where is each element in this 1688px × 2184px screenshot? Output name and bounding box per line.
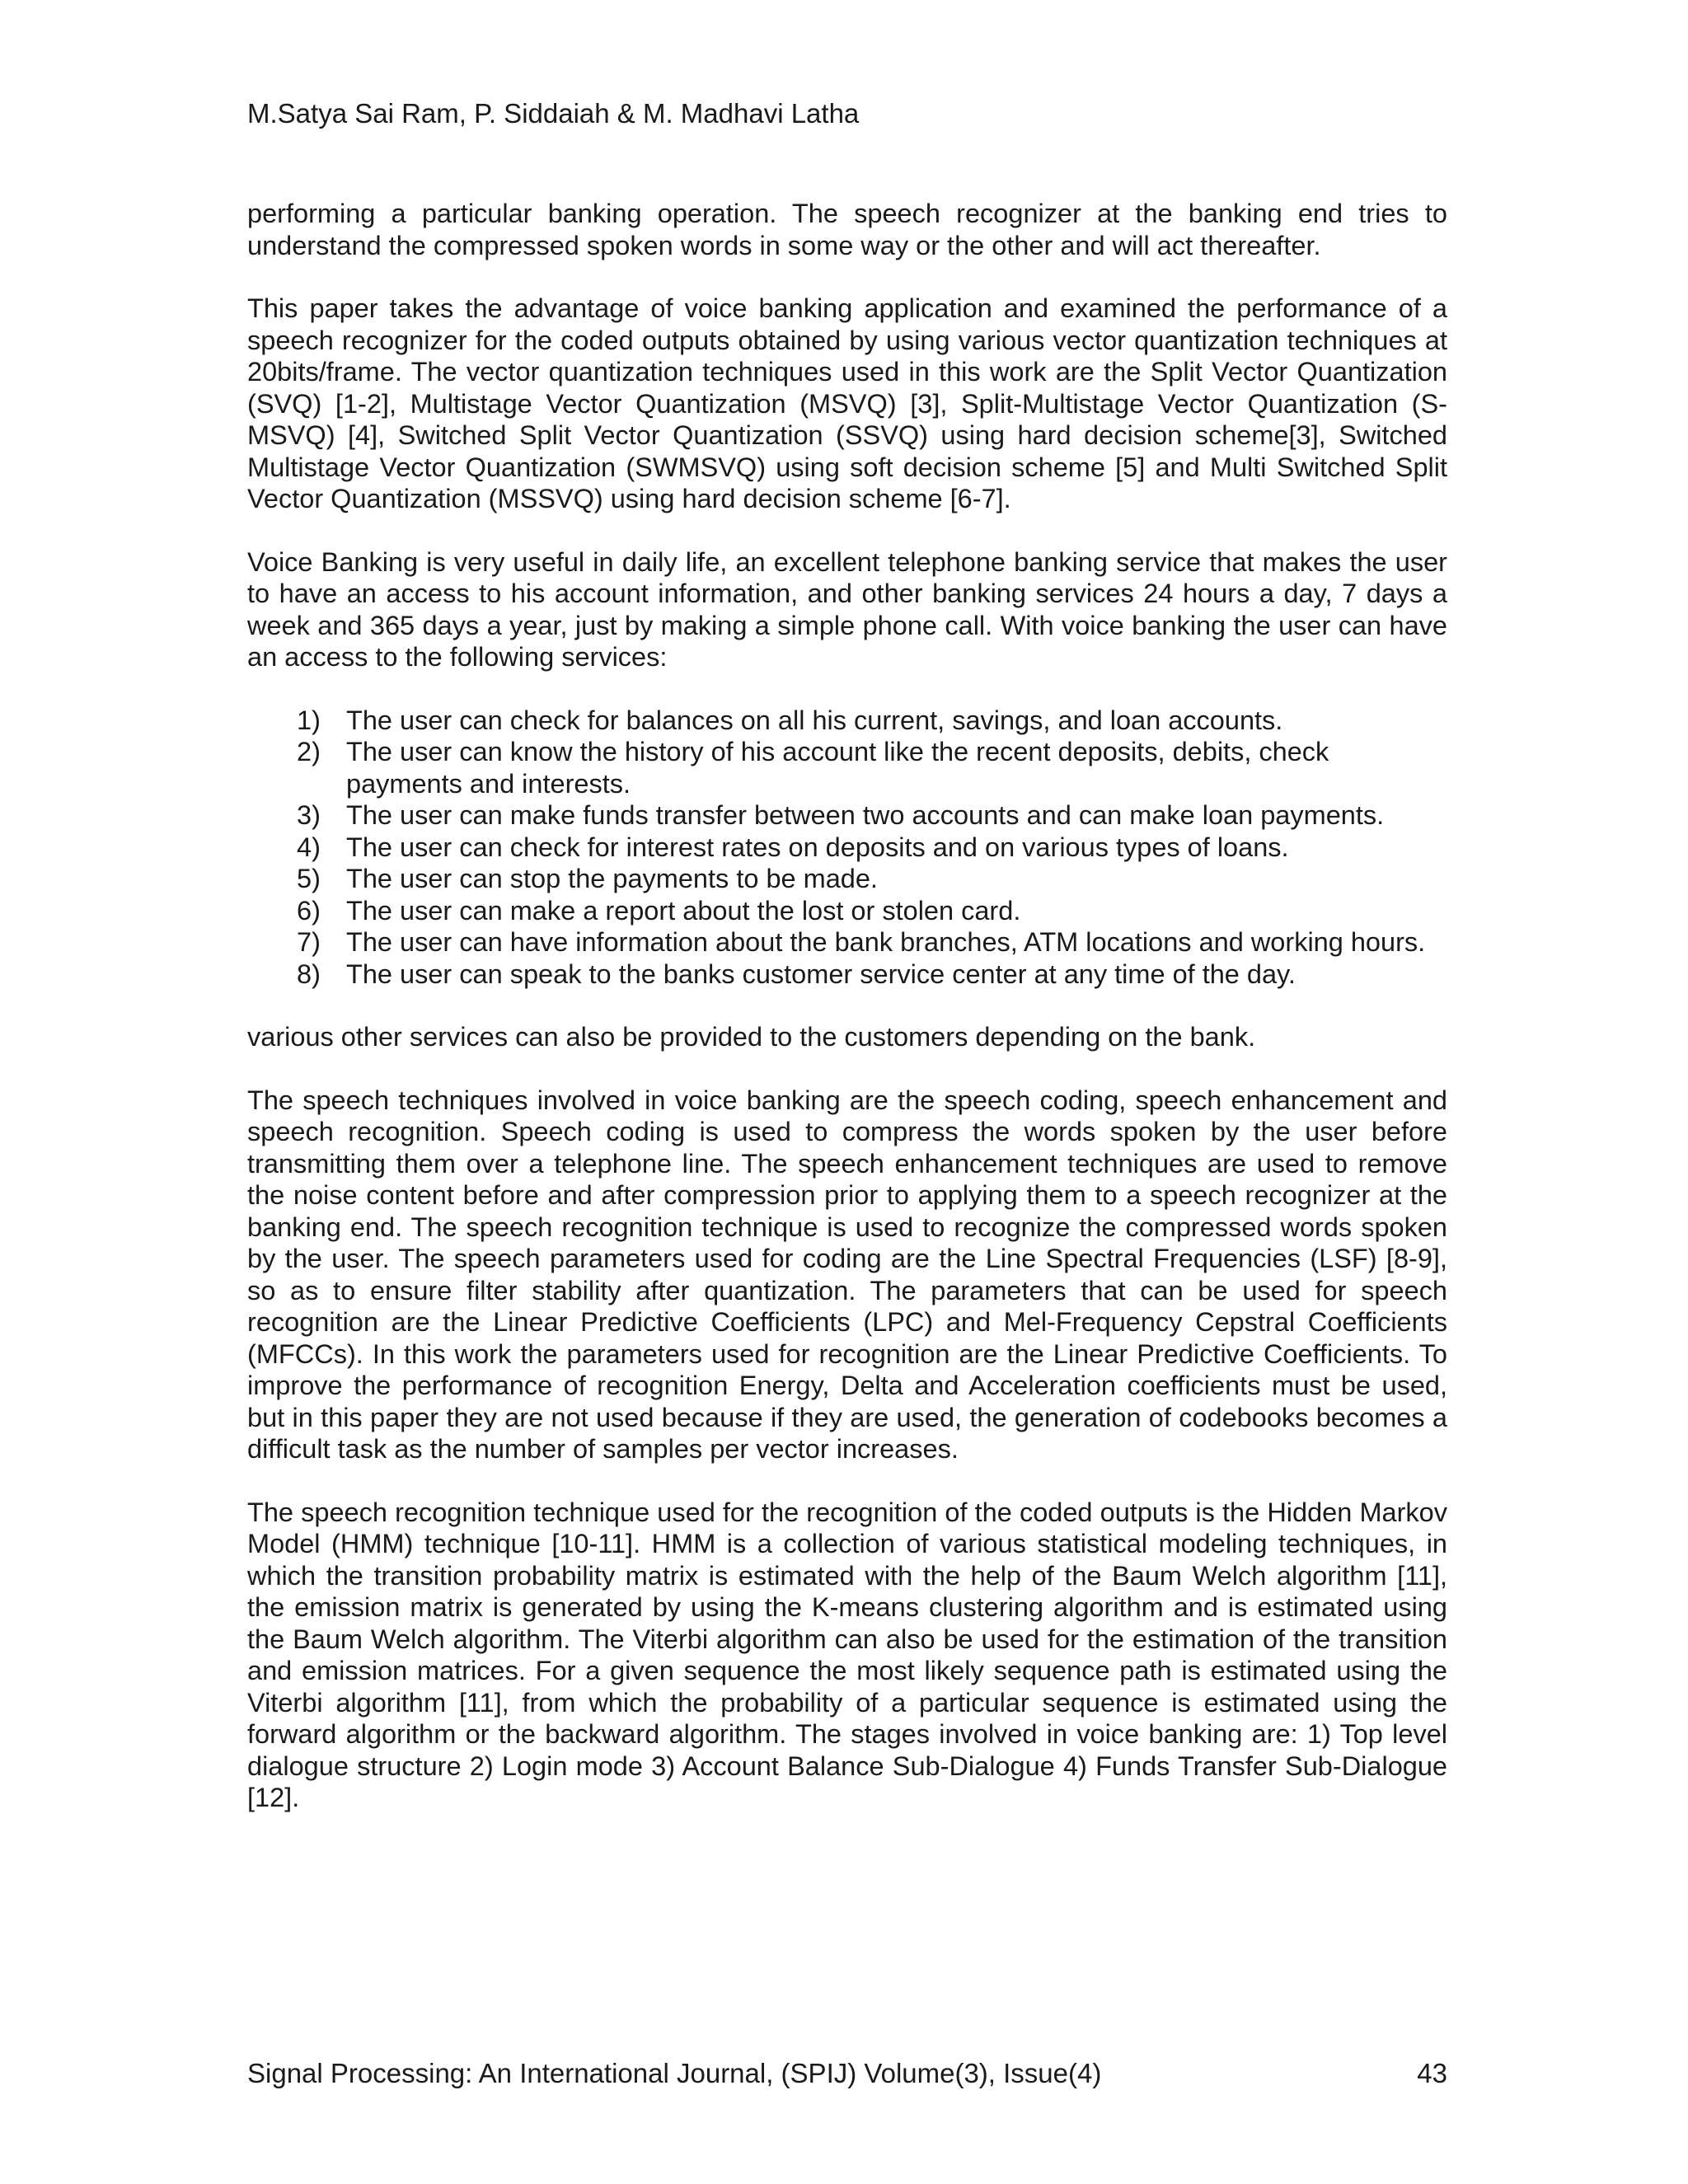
- list-item-text: The user can speak to the banks customer service center at any time of the day.: [346, 958, 1296, 989]
- list-item-number: 4): [297, 832, 321, 862]
- list-item: [247, 926, 1447, 958]
- list-item-text: The user can make funds transfer between two accounts and can make loan payments.: [346, 800, 1385, 830]
- paragraph-speech-techniques: The speech techniques involved in voice banking are the speech coding, speech enhancement and speech recognition. Speech coding is used to compress the words spoken by the user before transmitting them over a telephone line. The speech enhancement techniques are used to remove the noise content before and after compression prior to applying them to a speech recognizer at the banking end. The speech recognition technique is used to recognize the compressed words spoken by the user. The speech parameters used for coding are the Line Spectral Frequencies (LSF) [8-9], so as to ensure filter stability after quantization. The parameters that can be used for speech recognition are the Linear Predictive Coefficients (LPC) and Mel-Frequency Cepstral Coefficients (MFCCs). In this work the parameters used for recognition are the Linear Predictive Coefficients. To improve the performance of recognition Energy, Delta and Acceleration coefficients must be used, but in this paper they are not used because if they are used, the generation of codebooks becomes a difficult task as the number of samples per vector increases.: [247, 1085, 1447, 1464]
- list-item: [247, 799, 1447, 832]
- list-item-number: 3): [297, 800, 321, 830]
- page-number: 43: [1417, 2058, 1447, 2088]
- list-item-number: 1): [297, 705, 321, 735]
- paragraph-continuation: performing a particular banking operation. The speech recognizer at the banking end tries to understand the compressed spoken words in some way or the other and will act thereafter.: [247, 199, 1447, 260]
- paragraph-vq-techniques: This paper takes the advantage of voice banking application and examined the performance of a speech recognizer for the coded outputs obtained by using various vector quantization techniques at 20bits/frame. The vector quantization techniques used in this work are the Split Vector Quantization (SVQ) [1-2], Multistage Vector Quantization (MSVQ) [3], Split-Multistage Vector Quantization (S-MSVQ) [4], Switched Split Vector Quantization (SSVQ) using hard decision scheme[3], Switched Multistage Vector Quantization (SWMSVQ) using soft decision scheme [5] and Multi Switched Split Vector Quantization (MSSVQ) using hard decision scheme [6-7].: [247, 293, 1447, 513]
- list-item-text: The user can know the history of his account like the recent deposits, debits, check payments and interests.: [346, 737, 1329, 799]
- list-item-number: 7): [297, 927, 321, 957]
- list-item-number: 6): [297, 895, 321, 926]
- list-item-number: 2): [297, 737, 321, 766]
- body-text: [247, 198, 1447, 1814]
- paragraph-other-services: various other services can also be provided to the customers depending on the bank.: [247, 1022, 1256, 1052]
- list-item-text: The user can have information about the bank branches, ATM locations and working hours.: [346, 927, 1426, 957]
- paragraph-voice-banking-intro: Voice Banking is very useful in daily life, an excellent telephone banking service that makes the user to have an access to his account information, and other banking services 24 hours a day, 7 days a week and 365 days a year, just by making a simple phone call. With voice banking the user can have an access to the following services:: [247, 546, 1447, 672]
- list-item-text: The user can stop the payments to be made.: [346, 864, 878, 893]
- list-item-number: 5): [297, 864, 321, 893]
- running-header-authors: M.Satya Sai Ram, P. Siddaiah & M. Madhavi Latha: [247, 98, 860, 129]
- list-item-number: 8): [297, 958, 321, 989]
- list-item: [247, 863, 1447, 895]
- list-item-text: The user can check for balances on all his current, savings, and loan accounts.: [346, 705, 1283, 735]
- list-item-text: The user can check for interest rates on deposits and on various types of loans.: [346, 832, 1289, 862]
- list-item: [247, 832, 1447, 864]
- list-item-text: The user can make a report about the lost or stolen card.: [346, 895, 1021, 926]
- list-item: [247, 895, 1447, 927]
- footer-journal-title: Signal Processing: An International Journal, (SPIJ) Volume(3), Issue(4): [247, 2058, 1102, 2088]
- list-item: [247, 705, 1447, 737]
- running-footer: [247, 2057, 1447, 2090]
- list-item: [247, 736, 1447, 799]
- list-item: [247, 958, 1447, 991]
- services-list: [247, 705, 1447, 991]
- paragraph-hmm-technique: The speech recognition technique used for the recognition of the coded outputs is the Hidden Markov Model (HMM) technique [10-11]. HMM is a collection of various statistical modeling techniques, in which the transition probability matrix is estimated with the help of the Baum Welch algorithm [11], the emission matrix is generated by using the K-means clustering algorithm and is estimated using the Baum Welch algorithm. The Viterbi algorithm can also be used for the estimation of the transition and emission matrices. For a given sequence the most likely sequence path is estimated using the Viterbi algorithm [11], from which the probability of a particular sequence is estimated using the forward algorithm or the backward algorithm. The stages involved in voice banking are: 1) Top level dialogue structure 2) Login mode 3) Account Balance Sub-Dialogue 4) Funds Transfer Sub-Dialogue [12].: [247, 1497, 1447, 1812]
